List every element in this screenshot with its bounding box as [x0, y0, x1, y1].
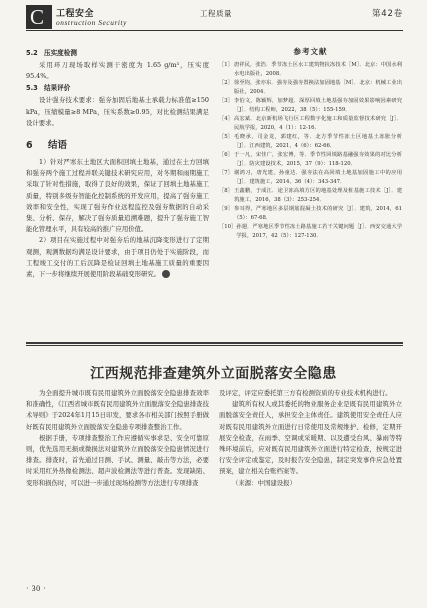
section-title: 压实度检测 [44, 49, 77, 57]
reference-item [219, 97, 402, 115]
reference-text: 王鑫鹏，于成江．途卫冻高填方区的地基处理及桩基施工技术［J］．建筑施工，2016，38（3）：253-254． [234, 188, 402, 203]
section-5-2-heading [26, 48, 209, 59]
references-list [219, 61, 402, 241]
reference-text: 于一凡，宋佳广，张宏博，等．季节性回填路基融强夯效果的对比分析［J］．防灾建设技术，2015，37（9）：118-120． [234, 152, 402, 167]
reference-number: ［4］ [219, 116, 233, 122]
column-name: 工程质量 [200, 9, 232, 18]
reference-number: ［3］ [219, 98, 233, 104]
end-mark-icon: ◆ [162, 270, 170, 278]
reference-text: 孙翅．严寒地区季节性冻土路基施工若干关键问题［J］．西安交通大学学报，2017，42（5）：127-130． [236, 224, 402, 239]
reference-number: ［8］ [219, 188, 233, 194]
section-5-2-text: 采用环刀现场取样实测干密度为 1.65 g/m³，压实度 95.4%。 [26, 61, 209, 81]
issue-label: 第42卷 [371, 9, 403, 19]
reference-text: 谢鸿习，唐光建，孙童达．强夯法在高回填土地基加固施工中的应用［J］．建筑施工，2014，36（4）：343-347． [234, 170, 402, 185]
section-5-3-text: 设计强夯技术要求：强夯加固后地基土承载力标准值≥150 kPa，压缩模量≥8 MPa，压实系数≥0.95，对比检测结果满足设计要求。 [26, 96, 209, 127]
magazine-subtitle: onstruction Security [56, 18, 127, 27]
section-divider-thin [26, 345, 403, 346]
reference-text: 参耳得，严寒地区多层钢筋混凝土技术的研究［J］．建筑，2014，61（5）：67-68． [234, 206, 402, 221]
section-title: 结果评价 [44, 84, 71, 93]
reference-text: 毛晓承，司金龙，郭建红，等．北方季节性冻土区地基土冻胀分析［J］．江西建筑，2021，4（6）：62-66． [234, 134, 402, 149]
header-rule [26, 30, 403, 31]
section-6-heading [26, 137, 209, 151]
reference-item [219, 115, 402, 133]
reference-item [219, 223, 402, 241]
section-title: 结语 [48, 140, 68, 152]
reference-number: ［9］ [219, 206, 233, 212]
reference-number: ［5］ [219, 134, 233, 140]
reference-item [219, 205, 402, 223]
news-paragraph-2: 根据手册，专项排查整治工作应遵循实事求是、安全可靠原则，优先选用无损或微损法对建筑外立面脱落安全隐患情况进行排查。排查时，首先通过目测、手试、测量、敲击等方法，必要时采用红外热像检测法、超声波检测法等进行普查。发现缺陷、变形和损伤时，可以进一步通过现场检测等方法进行专项排查 [26, 433, 209, 487]
reference-text: 李伯文，陈颖辉，加梦超．深厚回填土地基强夯加固效果影响因素研究［J］．结构工程师，2022，38（5）：155-159． [234, 98, 402, 113]
reference-text: 高宏斌．北京新机场飞行区工程数字化施工和质量监督技术研究［J］．民航学报，2020，4（1）：12-16． [234, 116, 402, 131]
reference-number: ［6］ [219, 152, 233, 158]
page-header [0, 0, 427, 30]
reference-text: 徐至钧，张亦东．强夯及强夯置换法加固地基［M］．北京：机械工业出版社，2004． [234, 80, 402, 95]
reference-text: 唐祥民，张浩．季节冻土区水工建筑物抗冻技术［M］．北京：中国水利水电出版社，2008． [234, 62, 402, 77]
reference-item [219, 79, 402, 97]
conclusion-paragraph-2-text: 2）项目在实施过程中对强夯后的地基沉降变形进行了定期观测，观测数据均满足设计要求，由于项目仍处于实施阶段，而工程竣工交付的工后沉降是检证回填土地基施工质量的重要因素，下一步将继续开展使用阶段基础变形研究。 [26, 236, 209, 279]
references-column [219, 48, 402, 241]
news-paragraph-3: 及评定，评定应委托第三方有检测资质的专业技术机构进行。 [219, 389, 392, 397]
logo-letter: C [30, 5, 45, 29]
magazine-logo [26, 5, 52, 29]
reference-number: ［10］ [219, 224, 237, 230]
references-title: 参考文献 [293, 47, 328, 56]
news-right-column [219, 388, 402, 489]
news-left-column [26, 388, 209, 489]
section-5-3-heading [26, 83, 209, 94]
reference-item [219, 133, 402, 151]
magazine-title: 工程安全 [56, 9, 95, 19]
news-source-credit: （来源：中国建设报） [232, 478, 296, 487]
conclusion-paragraph-1: 1）针对严寒东土地区大面积回填土地基，通过在土方回填和强夯两个施工过程并联关键技术研究应用，对冬期和雨期施工采取了针对性措施，取得了良好的效果，保证了回填土地基施工质量，特别多级夯智能化控制系统的开发应用，提高了强夯施工效率和安全性，实现了强夯作业远程监控及强夯数据的自动采集、分析、保存，解决了强夯质量追溯难题，提升了强夯施工智能化管理水平，具有较高的推广应用价值。 [26, 158, 209, 234]
section-number: 6 [26, 140, 33, 152]
news-title: 江西规范排查建筑外立面脱落安全隐患 [90, 366, 337, 382]
section-divider [26, 342, 403, 344]
reference-item [219, 169, 402, 187]
section-number: 5.3 [26, 84, 38, 93]
reference-item [219, 61, 402, 79]
news-paragraph-1: 为全面提升城市既有民用建筑外立面脱落安全隐患排查效率和准确性，《江西省城市既有民用建筑外立面脱落安全隐患排查技术导则》于2024年1月15日印发，要求各市相关部门按照手册做好既有民用建筑外立面脱落安全隐患专项排查整治工作。 [26, 389, 209, 431]
reference-number: ［2］ [219, 80, 233, 86]
page-number: · 30 · [26, 584, 47, 593]
reference-number: ［1］ [219, 62, 233, 68]
news-paragraph-4: 建筑所有权人或其委托的物业服务企业是既有民用建筑外立面脱落安全责任人，承担安全主体责任。建筑使用安全责任人应对既有民用建筑外立面进行日常使用及常规维护、检修，定期开展安全检查，在雨季、空调或采暖期、以及遭受台风、暴雨等特殊环境前后，应对既有民用建筑外立面进行特定检查，按规定进行安全评定或鉴定，及时报告安全隐患，制定突发事件应急处置预案，建立相关台账档案等。 [219, 400, 402, 476]
article-left-column [26, 48, 209, 280]
reference-item [219, 151, 402, 169]
reference-number: ［7］ [219, 170, 233, 176]
section-number: 5.2 [26, 49, 38, 57]
reference-item [219, 187, 402, 205]
conclusion-paragraph-2 [26, 235, 209, 280]
